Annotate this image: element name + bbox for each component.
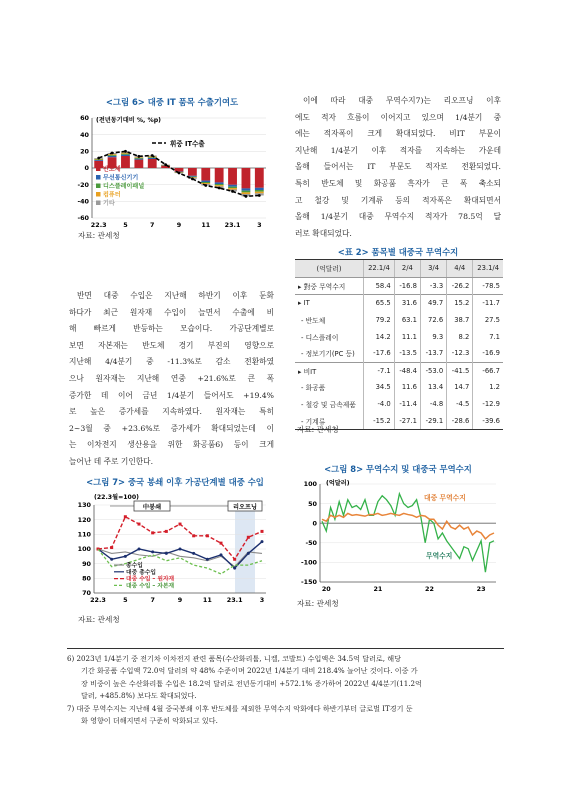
fig6-bar-segment [255, 190, 264, 192]
fig8-label-china: 대중 무역수지 [424, 494, 466, 502]
right-line: 이에 따라 대중 무역수지7)는 리오프닝 이후 [303, 96, 501, 105]
fig7-caption: <그림 7> 중국 봉쇄 이후 가공단계별 대중 수입 [86, 477, 264, 487]
fig7-legend-label: 대중 수입 – 원자재 [126, 576, 175, 583]
fig6-bar-segment [201, 181, 210, 182]
fig7-y-tick: 70 [82, 589, 91, 598]
fig6-y-tick: -40 [77, 197, 89, 206]
table2 [295, 259, 503, 430]
fig8-y-tick: 0 [312, 519, 317, 528]
fig6-point [204, 184, 207, 187]
fig7-point [206, 534, 209, 537]
fig7-point [124, 515, 127, 518]
fig8-x-tick: 23 [476, 585, 486, 593]
fig8-y-tick: -50 [305, 539, 317, 547]
fig6-point [258, 194, 261, 197]
right-line: 고 철강 및 기계류 등의 적자폭은 확대되면서 [295, 195, 501, 205]
table2-cell: 79.2 [364, 312, 395, 329]
fig6-bar-segment [215, 184, 224, 185]
fig6-bar-segment [94, 160, 103, 161]
fig7-point [206, 558, 209, 561]
fig6-legend-swatch [96, 175, 101, 180]
table2-cell: -4.0 [364, 396, 395, 413]
table2-row-label: - 디스플레이 [295, 328, 364, 345]
fig7-point [151, 531, 154, 534]
table2-cell: -4.5 [447, 396, 473, 413]
fig7-x-tick: 11 [202, 596, 212, 604]
fig7-y-tick: 130 [77, 501, 91, 510]
fig6-x-tick: 22.3 [90, 221, 107, 229]
fig7-point [220, 553, 223, 556]
table2-cell: -39.6 [482, 416, 500, 425]
fig6-point [231, 190, 234, 193]
fig6-y-tick: -60 [77, 214, 89, 223]
fig6-bar-segment [228, 168, 237, 185]
fig6-point [178, 172, 181, 175]
table2-row-label: ▸ IT [295, 295, 364, 312]
fig8-unit: (억달러) [326, 480, 350, 487]
fig6-legend-swatch [96, 184, 101, 189]
table2-cell: 14.2 [364, 328, 395, 345]
fig7-y-tick: 100 [77, 545, 91, 554]
fig7-base: (22.3월=100) [94, 494, 139, 501]
fig6-bar-segment [228, 185, 237, 187]
fig6-bar-segment [148, 157, 157, 158]
fig6-legend-label: 기타 [103, 200, 115, 207]
fig6-bar-segment [201, 182, 210, 183]
fig6-legend [96, 165, 144, 207]
left-line: 하다가 최근 원자재 수입이 늘면서 수출에 비 [69, 307, 274, 317]
table2-cell: 27.5 [484, 316, 500, 325]
left-line: 반면 대중 수입은 지난해 하반기 이후 둔화 [77, 291, 274, 300]
table2-header-cell: (억달러) [295, 260, 364, 277]
fig6-y-tick: 60 [80, 114, 89, 123]
footnote-line: 7) 대중 무역수지는 지난해 4월 중국봉쇄 이후 반도체를 제외한 무역수지 악화에다 하반기부터 글로벌 IT경기 둔 [67, 703, 413, 713]
fig6-bar-segment [134, 160, 143, 168]
table2-cell: -78.5 [482, 281, 500, 290]
fig8-label-total: 무역수지 [426, 552, 453, 560]
fig6-bar-segment [134, 158, 143, 159]
fig6-y-tick: -20 [77, 180, 89, 189]
fig7-point [233, 567, 236, 570]
table2-cell: -16.9 [482, 349, 500, 358]
table2-cell: -48.4 [394, 362, 420, 379]
fig6-bar-segment [255, 192, 264, 194]
right-line: 올해 1/4분기 대중 무역수지 적자가 78.5억 달 [295, 212, 501, 222]
fig6-point [124, 150, 127, 153]
table2-row-label: - 철강 및 금속제품 [295, 396, 364, 413]
footnote-line: 장 비중이 높은 수산화리튬 수입은 18.2억 달러로 전년동기대비 +572.1% 증가하여 2022년 4/4분기(11.2억 [81, 678, 422, 688]
fig6-legend-label: 디스플레이패널 [103, 183, 145, 190]
table2-caption: <표 2> 품목별 대중국 무역수지 [337, 247, 459, 257]
fig6-bar-segment [255, 188, 264, 190]
fig8-series-line [322, 513, 494, 538]
table2-header-row [295, 260, 503, 277]
fig8-series-line [322, 494, 494, 572]
table2-row-label: - 정보기기(PC 등) [295, 345, 364, 362]
right-line: 에는 적자폭이 크게 확대되었다. 비IT 부문이 [295, 129, 501, 139]
right-line: 에도 적자 흐름이 이어지고 있으며 1/4분기 중 [295, 112, 501, 122]
fig6-chart [70, 110, 270, 232]
fig6-unit: (전년동기대비 %, %p) [96, 117, 162, 124]
fig7-point [151, 550, 154, 553]
fig6-point [97, 157, 100, 160]
fig6-legend-swatch [96, 192, 101, 197]
fig7-legend [114, 561, 175, 589]
table2-cell: -28.6 [447, 412, 473, 429]
fig7-point [179, 548, 182, 551]
fig8-x-tick: 20 [321, 585, 331, 593]
fig7-chart [70, 488, 272, 614]
right-paragraph [295, 93, 501, 242]
fig6-source: 자료: 관세청 [78, 231, 120, 240]
table2-cell: 7.1 [489, 332, 500, 341]
left-line: 보면 자본재는 반도체 경기 부진의 영향으로 [69, 340, 274, 350]
fig6-legend-label: 반도체 [103, 166, 121, 173]
table2-cell: -66.7 [473, 362, 503, 379]
fig6-legend-swatch [96, 167, 101, 172]
fig6-x-tick: 7 [150, 221, 155, 229]
fig7-point [138, 548, 141, 551]
table2-cell: 65.5 [364, 295, 395, 312]
table-row [295, 328, 503, 345]
fig7-point [261, 530, 264, 533]
fig7-point [247, 536, 250, 539]
fig7-point [192, 534, 195, 537]
right-line: 러로 확대되었다. [295, 228, 352, 238]
table2-cell: 11.6 [394, 379, 420, 396]
fig6-point [137, 155, 140, 158]
table2-header-cell: 2/4 [394, 260, 420, 277]
fig6-bar-segment [121, 155, 130, 156]
fig6-caption: <그림 6> 대중 IT 품목 수출기여도 [105, 97, 239, 107]
fig6-bar-segment [134, 159, 143, 160]
fig6-point [245, 195, 248, 198]
fig6-bar-segment [108, 155, 117, 156]
table2-row-label: - 화공품 [295, 379, 364, 396]
table-row [295, 277, 503, 295]
table2-cell: -13.5 [394, 345, 420, 362]
table2-cell: -7.1 [364, 362, 395, 379]
table2-cell: -17.6 [364, 345, 395, 362]
table2-row-label: - 기계류 [295, 412, 364, 429]
table2-cell: 14.7 [447, 379, 473, 396]
fig7-legend-label: 총수입 [126, 563, 143, 569]
footnote-line: 기간 화공품 수입액 72.0억 달러의 약 48% 수준이며 2022년 1/4분기 대비 218.4% 늘어난 것이다. 이중 가 [81, 666, 418, 676]
fig6-bar-segment [94, 159, 103, 160]
fig6-point [191, 177, 194, 180]
right-line: 특히 반도체 및 화공품 흑자가 큰 폭 축소되 [295, 178, 501, 188]
table2-cell: 8.2 [447, 328, 473, 345]
table-row [295, 345, 503, 362]
fig7-point [192, 552, 195, 555]
fig8-y-tick: -100 [301, 558, 317, 567]
footnote-line: 화 영향이 더해지면서 구준히 악화되고 있다. [81, 716, 218, 726]
fig7-point [138, 523, 141, 526]
table2-cell: -4.8 [420, 396, 446, 413]
fig6-x-tick: 5 [123, 221, 128, 229]
fig6-point [218, 187, 221, 190]
fig7-y-tick: 80 [82, 574, 91, 583]
fig7-x-tick: 23.1 [226, 596, 243, 604]
fig6-bar-segment [228, 188, 237, 189]
fig7-x-tick: 3 [259, 596, 265, 604]
fig7-x-tick: 9 [177, 596, 183, 604]
table2-cell: -16.8 [394, 277, 420, 295]
fig8-y-tick: 50 [308, 499, 317, 508]
fig6-bar-segment [108, 156, 117, 157]
table2-header-cell: 22.1/4 [364, 260, 395, 277]
fig6-x-tick: 3 [257, 221, 262, 229]
fig8-caption: <그림 8> 무역수지 및 대중국 무역수지 [324, 464, 472, 474]
table-row [295, 379, 503, 396]
fig7-source: 자료: 관세청 [78, 615, 120, 624]
footnote-line: 달러, +485.8%) 보다도 확대되었다. [81, 691, 197, 701]
table2-cell: -12.9 [482, 400, 500, 409]
left-paragraph [69, 288, 274, 471]
left-line: 2~3월 중 +23.6%로 증가세가 확대되었는데 이 [69, 423, 274, 433]
fig6-x-tick: 23.1 [224, 221, 241, 229]
table2-cell: -15.2 [364, 412, 395, 429]
fig7-point [110, 546, 113, 549]
fig7-point [233, 558, 236, 561]
fig6-y-tick: 40 [80, 130, 89, 139]
table-row [295, 312, 503, 329]
fig6-bar-segment [215, 185, 224, 186]
fig8-chart [296, 476, 504, 598]
fig7-point [110, 558, 113, 561]
fig7-point [165, 552, 168, 555]
table2-cell: -26.2 [447, 277, 473, 295]
fig7-point [261, 540, 264, 543]
fig6-bar-segment [255, 168, 264, 188]
table2-cell: 58.4 [364, 277, 395, 295]
table2-cell: 49.7 [420, 295, 446, 312]
table2-cell: 38.7 [447, 312, 473, 329]
footnote-line: 6) 2023년 1/4분기 중 전기차 이차전지 관련 품목(수산화리튬, 니켈, 코발트) 수입액은 34.5억 달러로, 해당 [67, 654, 401, 663]
fig8-y-tick: -150 [301, 578, 317, 587]
fig6-y-tick: 20 [80, 147, 89, 156]
table2-cell: -29.1 [420, 412, 446, 429]
fig6-point [164, 163, 167, 166]
fig8-source: 자료: 관세청 [297, 599, 339, 608]
fig6-bar-segment [175, 168, 184, 172]
fig6-bar-segment [121, 154, 130, 155]
table2-cell: -11.4 [394, 396, 420, 413]
left-line: 지난해 4/4분기 중 -11.3%로 감소 전환하였 [69, 357, 274, 367]
fig7-x-tick: 7 [150, 596, 155, 604]
fig6-bar-segment [242, 192, 251, 194]
table-row [295, 362, 503, 379]
table2-cell: 13.4 [420, 379, 446, 396]
left-line: 로 높은 증가세를 지속하였다. 원자재는 특히 [69, 407, 274, 417]
table2-cell: -13.7 [420, 345, 446, 362]
fig7-point [220, 542, 223, 545]
left-line: 으나 원자재는 지난해 연중 +21.6%로 큰 폭 [69, 373, 274, 383]
fig7-point [247, 552, 250, 555]
fig7-y-tick: 90 [82, 559, 91, 568]
fig8-y-tick: 100 [303, 480, 317, 489]
left-line: 늘어난 데 주로 기인한다. [69, 456, 154, 466]
table2-cell: 9.3 [420, 328, 446, 345]
fig8-x-tick: 22 [425, 585, 434, 593]
fig7-x-tick: 22.3 [90, 596, 106, 604]
table2-cell: 63.1 [394, 312, 420, 329]
left-line: 증가한 데 이어 금년 1/4분기 들어서도 +19.4% [69, 390, 274, 400]
fig7-lockdown: 中봉쇄 [142, 504, 162, 511]
table2-row-label: ▸ 비IT [295, 362, 364, 379]
fig6-annotation: 휘중 IT수출 [170, 140, 205, 148]
table2-cell: -11.7 [473, 295, 503, 312]
fig6-legend-label: 컴퓨터 [103, 191, 121, 199]
left-line: 는 이차전지 생산용을 위한 화공품6) 등이 크게 [69, 440, 274, 450]
fig6-legend-label: 무선통신기기 [103, 174, 139, 182]
right-line: 지난해 1/4분기 이후 적자를 지속하는 가운데 [295, 145, 501, 155]
table2-header-cell: 4/4 [447, 260, 473, 277]
fig6-bar-segment [188, 176, 197, 177]
fig7-point [179, 523, 182, 526]
fig6-bar-segment [215, 168, 224, 182]
table2-row-label: ▸ 對중 무역수지 [295, 277, 364, 295]
fig6-bar-segment [188, 168, 197, 176]
table-row [295, 295, 503, 312]
fig6-bar-segment [215, 182, 224, 184]
table2-header-cell: 23.1/4 [473, 260, 503, 277]
fig6-point [151, 154, 154, 157]
fig6-legend-swatch [96, 201, 101, 206]
fig6-bar-segment [228, 187, 237, 188]
fig6-bar-segment [242, 188, 251, 190]
table2-cell: 11.1 [394, 328, 420, 345]
table2-cell: 34.5 [364, 379, 395, 396]
fig6-point [111, 152, 114, 155]
table2-source: 자료: 관세청 [297, 425, 339, 434]
table2-cell: -27.1 [394, 412, 420, 429]
fig6-bar-segment [148, 158, 157, 159]
fig6-bar-segment [121, 156, 130, 168]
footnotes [67, 653, 504, 727]
fig6-bar-segment [242, 168, 251, 188]
fig7-legend-label: 대중 총수입 [126, 569, 157, 576]
fig7-point [165, 530, 168, 533]
left-line: 해 빠르게 반등하는 모습이다. 가공단계별로 [69, 324, 274, 334]
table2-header-cell: 3/4 [420, 260, 446, 277]
fig7-legend-label: 대중 수입 – 자본재 [126, 583, 175, 590]
table2-cell: 31.6 [394, 295, 420, 312]
fig6-bar-segment [201, 183, 210, 184]
fig6-x-tick: 9 [176, 221, 182, 229]
fig6-bar-segment [242, 191, 251, 193]
fig6-y-tick: 0 [84, 164, 89, 173]
fig6-x-tick: 11 [201, 221, 211, 229]
table2-cell: 15.2 [447, 295, 473, 312]
table2-row-label: - 반도체 [295, 312, 364, 329]
table2-cell: -53.0 [420, 362, 446, 379]
fig6-bar-segment [148, 159, 157, 168]
table2-cell: -3.3 [420, 277, 446, 295]
right-line: 올해 들어서는 IT 부문도 적자로 전환되었다. [295, 162, 501, 172]
table2-cell: 1.2 [489, 383, 500, 392]
table2-cell: 72.6 [420, 312, 446, 329]
table-row [295, 396, 503, 413]
fig6-bar-segment [201, 168, 210, 181]
fig7-point [124, 555, 127, 558]
table2-cell: -41.5 [447, 362, 473, 379]
fig7-reopen: 리오프닝 [233, 504, 257, 511]
fig7-y-tick: 110 [77, 530, 91, 539]
table2-cell: -12.3 [447, 345, 473, 362]
fig8-x-tick: 21 [373, 585, 383, 593]
fig7-x-tick: 5 [123, 596, 128, 604]
fig7-y-tick: 120 [77, 515, 91, 524]
